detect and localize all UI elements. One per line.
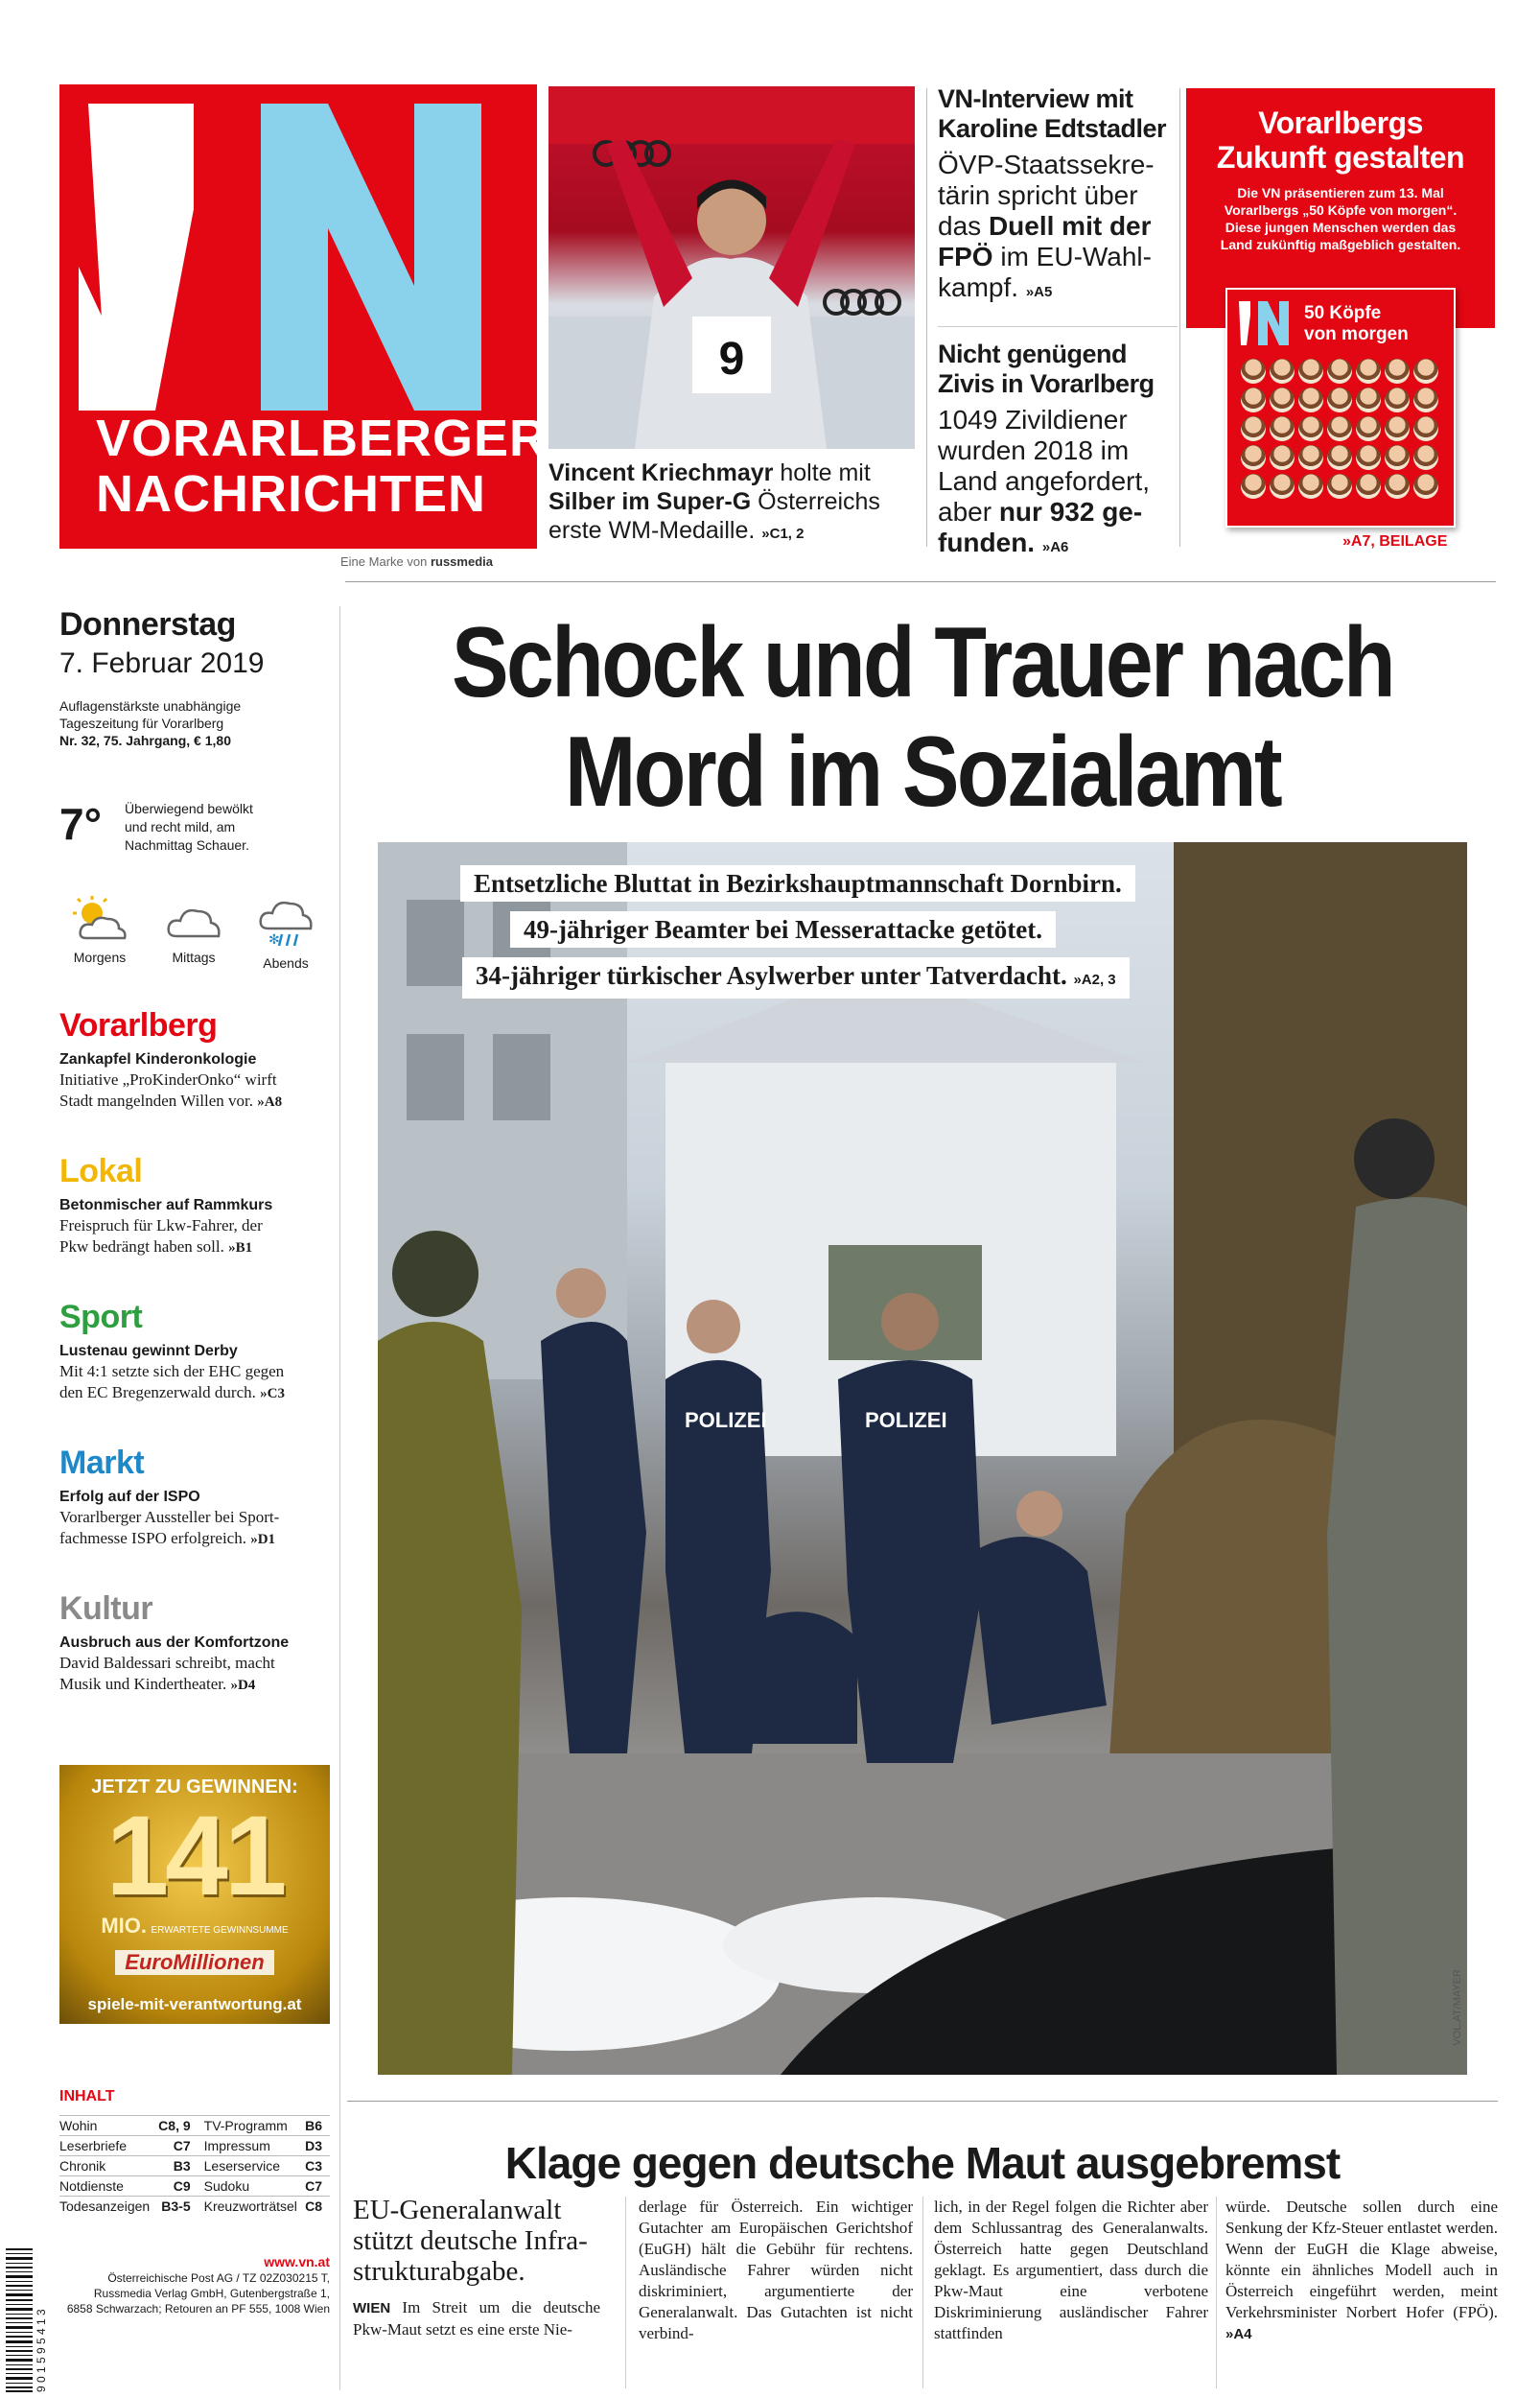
ski-caption	[548, 458, 915, 549]
weather-text-2: und recht mild, am	[125, 819, 236, 835]
zivis-text-4b: nur 932 ge-	[998, 497, 1143, 527]
ski-caption-1: holte mit	[780, 459, 871, 486]
zivis-text-4a: aber	[938, 497, 992, 527]
weather-text	[125, 800, 253, 855]
section-lokal[interactable]	[59, 1153, 330, 1258]
contents-page: C8, 9	[155, 2116, 198, 2136]
headline-line1: Schock und Trauer nach	[451, 607, 1394, 718]
ad-note: ERWARTETE GEWINNSUMME	[151, 1925, 289, 1936]
barcode-icon	[6, 2248, 33, 2392]
subhead-3: 34-jähriger türkischer Asylwerber unter Tatverdacht.	[476, 961, 1067, 990]
contents-page: C7	[155, 2136, 198, 2156]
table-row[interactable]	[59, 2136, 330, 2156]
booklet-cover[interactable]	[1225, 288, 1456, 528]
subhead-2: 49-jähriger Beamter bei Messerattacke getötet.	[510, 911, 1056, 948]
promo-ref-link[interactable]: »A7, BEILAGE	[1342, 533, 1448, 550]
contents-label: Chronik	[59, 2156, 155, 2176]
imprint-line1: Österreichische Post AG / TZ 02Z030215 T,	[107, 2271, 330, 2285]
rain-snow-icon	[255, 894, 316, 950]
contents-page: C3	[303, 2156, 330, 2176]
ad-unit-row	[59, 1914, 330, 1939]
zivis-text-3: Land angefordert,	[938, 466, 1151, 496]
interview-title-2: Karoline Edtstadler	[938, 114, 1167, 143]
promo-text	[1186, 184, 1495, 253]
contents-table	[59, 2115, 330, 2216]
masthead-name-line2: NACHRICHTEN	[96, 465, 486, 523]
maut-column-4-text: würde. Deutsche sollen durch eine Senkung der Kfz-Steuer entlastet werden. Wenn der EuGH die Klage abweise, könnte ein ähnliches Modell auch in Österreich eingeführt werden, meint Verkehrsminister Norbert Hofer (FPÖ).	[1225, 2198, 1498, 2321]
maut-lead: EU-Generalanwalt stützt deutsche Infra-strukturabgabe.	[353, 2195, 588, 2287]
zivis-text-5b: funden.	[938, 528, 1036, 557]
zivis-title-2: Zivis in Vorarlberg	[938, 369, 1155, 398]
zivis-text	[938, 405, 1187, 563]
maut-column-4	[1225, 2197, 1498, 2345]
vn-logo-icon	[79, 104, 529, 420]
brand-prefix: Eine Marke von	[340, 554, 428, 569]
masthead-name-line1: VORARLBERGER	[96, 410, 548, 467]
zivis-ref-link[interactable]: »A6	[1041, 539, 1069, 555]
interview-text-3b: Duell mit der	[988, 211, 1152, 241]
interview-text-4b: im EU-Wahl-	[1000, 242, 1152, 271]
section-text	[59, 1507, 330, 1550]
table-row[interactable]	[59, 2176, 330, 2197]
ski-caption-2-bold: Silber im Super-G	[548, 488, 752, 515]
headline-line2: Mord im Sozialamt	[564, 717, 1281, 828]
imprint-line2: Russmedia Verlag GmbH, Gutenbergstraße 1,	[93, 2287, 330, 2300]
maut-column-1-text: Im Streit um die deutsche Pkw-Maut setzt es eine erste Nie-	[353, 2298, 601, 2339]
zivis-title	[938, 340, 1187, 399]
contents-box	[59, 2088, 330, 2216]
interview-text-2: tärin spricht über	[938, 180, 1138, 210]
paper-info	[59, 697, 330, 749]
section-text	[59, 1070, 330, 1113]
subhead-3-row	[462, 957, 1130, 999]
contents-page: B3-5	[155, 2197, 198, 2217]
maut-column-2: derlage für Österreich. Ein wichtiger Gutachter am Europäischen Gerichtshof (EuGH) hält die Gebühr für rechtens. Ausländische Fahrer würden nicht diskriminiert, argumentierte der Generalanwalt. Das Gutachten ist nicht verbind-	[639, 2198, 913, 2342]
vn-logo[interactable]	[59, 84, 548, 549]
section-kultur[interactable]	[59, 1590, 330, 1696]
barcode	[6, 2248, 50, 2392]
ski-ref-link[interactable]: »C1, 2	[761, 526, 805, 542]
maut-column-3: lich, in der Regel folgen die Richter aber dem Schlussantrag des Generalanwalts. Österreich hatte gegen Deutschland geklagt. Es argumentiert, dass durch die Pkw-Maut eine verbotene Diskriminierung ausländischer Fahrer stattfinden	[934, 2198, 1208, 2342]
section-ref-link[interactable]: »D4	[230, 1678, 256, 1693]
ad-brand: EuroMillionen	[115, 1950, 273, 1975]
section-text-1: David Baldessari schreibt, macht	[59, 1654, 275, 1672]
svg-text:✻: ✻	[268, 932, 280, 948]
contents-label: TV-Programm	[204, 2116, 304, 2136]
section-ref-link[interactable]: »A8	[257, 1094, 283, 1110]
promo-text-1: Die VN präsentieren zum 13. Mal	[1237, 185, 1444, 200]
ski-caption-2: Österreichs	[758, 488, 880, 515]
maut-column-1	[353, 2297, 600, 2340]
contents-title: INHALT	[59, 2088, 115, 2104]
section-title: Kultur	[59, 1590, 153, 1627]
column-divider	[1179, 88, 1180, 547]
table-row[interactable]	[59, 2197, 330, 2217]
section-ref-link[interactable]: »C3	[260, 1386, 285, 1401]
vn-mini-logo-icon	[1237, 301, 1295, 349]
booklet-title-2: von morgen	[1304, 324, 1409, 344]
section-text	[59, 1361, 330, 1404]
interview-text	[938, 150, 1187, 308]
promo-text-2: Vorarlbergs „50 Köpfe von morgen“.	[1224, 202, 1458, 218]
paper-info-1: Auflagenstärkste unabhängige	[59, 698, 242, 714]
interview-teaser[interactable]	[938, 84, 1187, 308]
contents-label: Leserbriefe	[59, 2136, 155, 2156]
table-row[interactable]	[59, 2156, 330, 2176]
interview-title	[938, 84, 1187, 144]
promo-text-3: Diese jungen Menschen werden das	[1225, 220, 1457, 235]
ski-caption-bold: Vincent Kriechmayr	[548, 459, 774, 486]
contents-page: B6	[303, 2116, 330, 2136]
section-text-2: den EC Bregenzerwald durch.	[59, 1383, 256, 1401]
weather-text-3: Nachmittag Schauer.	[125, 837, 249, 853]
weather-text-1: Überwiegend bewölkt	[125, 801, 253, 816]
section-teaser: Lustenau gewinnt Derby	[59, 1343, 238, 1359]
contents-label: Todesanzeigen	[59, 2197, 155, 2217]
promo-title-1: Vorarlbergs	[1258, 106, 1423, 140]
column-divider	[1216, 2197, 1217, 2388]
masthead-rule	[345, 581, 1496, 582]
section-text-2: fachmesse ISPO erfolgreich.	[59, 1529, 246, 1547]
ad-site: spiele-mit-verantwortung.at	[87, 1995, 302, 2013]
booklet-title-1: 50 Köpfe	[1304, 303, 1382, 323]
issue-date: 7. Februar 2019	[59, 647, 265, 679]
story-rule	[347, 2101, 1498, 2102]
section-markt[interactable]	[59, 1445, 330, 1550]
zivis-text-2: wurden 2018 im	[938, 435, 1130, 465]
contents-page: C8	[303, 2197, 330, 2217]
date-block	[59, 606, 330, 749]
photo-credit: VOL.AT/MAYER	[1452, 1969, 1463, 2046]
maut-headline[interactable]: Klage gegen deutsche Maut ausgebremst	[504, 2138, 1341, 2188]
temperature: 7°	[59, 799, 102, 849]
promo-title-2: Zukunft gestalten	[1216, 140, 1465, 175]
main-headline[interactable]	[428, 608, 1417, 827]
sidebar-divider	[339, 606, 340, 2390]
promo-title	[1186, 106, 1495, 175]
interview-ref-link[interactable]: »A5	[1025, 284, 1053, 300]
contents-label: Kreuzworträtsel	[204, 2197, 304, 2217]
contents-label: Impressum	[204, 2136, 304, 2156]
section-text	[59, 1215, 330, 1258]
police-vest-text: POLIZEI	[685, 1408, 767, 1432]
publisher-brand	[340, 554, 493, 569]
masthead-name	[96, 411, 548, 522]
zivis-teaser[interactable]	[938, 340, 1187, 563]
svg-text:9: 9	[718, 334, 745, 385]
police-scene-illustration	[378, 842, 1467, 2075]
ad-line1: JETZT ZU GEWINNEN:	[91, 1776, 298, 1798]
interview-text-1: ÖVP-Staatssekre-	[938, 150, 1155, 179]
weather-box	[59, 798, 330, 971]
section-text-1: Mit 4:1 setzte sich der EHC gegen	[59, 1362, 285, 1380]
section-teaser: Erfolg auf der ISPO	[59, 1489, 200, 1505]
booklet-title	[1304, 303, 1409, 345]
ad-amount: 141	[105, 1793, 284, 1919]
section-text-2: Musik und Kindertheater.	[59, 1675, 227, 1693]
interview-text-4a: FPÖ	[938, 242, 993, 271]
imprint-line3: 6858 Schwarzach; Retouren an PF 555, 1008 Wien	[66, 2302, 330, 2316]
crime-scene-photo[interactable]	[378, 842, 1467, 2075]
contents-page: C9	[155, 2176, 198, 2197]
interview-text-5: kampf.	[938, 272, 1019, 302]
maut-ref-link[interactable]: »A4	[1225, 2326, 1252, 2342]
contents-page: C7	[303, 2176, 330, 2197]
section-teaser: Betonmischer auf Rammkurs	[59, 1197, 273, 1213]
dateline: WIEN	[353, 2300, 391, 2316]
section-ref-link[interactable]: »B1	[228, 1240, 253, 1256]
barcode-number: 9 0 1 5 9 5 4 1 3	[35, 2309, 48, 2392]
euromillionen-ad[interactable]	[59, 1765, 330, 2024]
subhead-1: Entsetzliche Bluttat in Bezirkshauptmannschaft Dornbirn.	[460, 865, 1135, 902]
column-divider	[625, 2197, 626, 2388]
sun-cloud-icon	[69, 894, 130, 944]
section-title: Vorarlberg	[59, 1007, 218, 1044]
imprint	[59, 2254, 330, 2316]
section-teaser: Zankapfel Kinderonkologie	[59, 1051, 257, 1068]
weather-noon	[155, 894, 232, 965]
section-text-2: Pkw bedrängt haben soll.	[59, 1237, 224, 1256]
section-vorarlberg[interactable]	[59, 1007, 330, 1113]
contents-label: Sudoku	[204, 2176, 304, 2197]
section-teaser: Ausbruch aus der Komfortzone	[59, 1634, 290, 1651]
column-divider	[922, 2197, 923, 2388]
column-divider	[926, 88, 927, 547]
contents-page: B3	[155, 2156, 198, 2176]
paper-info-3: Nr. 32, 75. Jahrgang, € 1,80	[59, 733, 231, 748]
weather-noon-label: Mittags	[172, 950, 216, 965]
ad-unit: MIO.	[101, 1914, 148, 1938]
section-text-2: Stadt mangelnden Willen vor.	[59, 1092, 254, 1110]
weather-morning	[61, 894, 138, 965]
weather-evening-label: Abends	[263, 955, 309, 971]
section-title: Markt	[59, 1445, 145, 1481]
section-text-1: Vorarlberger Aussteller bei Sport-	[59, 1508, 280, 1526]
subhead-ref-link[interactable]: »A2, 3	[1073, 972, 1116, 988]
section-title: Sport	[59, 1299, 143, 1335]
section-sport[interactable]	[59, 1299, 330, 1404]
police-vest-text: POLIZEI	[865, 1408, 947, 1432]
contents-page: D3	[303, 2136, 330, 2156]
website-link[interactable]: www.vn.at	[264, 2254, 330, 2269]
interview-text-3a: das	[938, 211, 982, 241]
weather-morning-label: Morgens	[73, 950, 127, 965]
zivis-text-1: 1049 Zivildiener	[938, 405, 1128, 435]
skier-illustration	[548, 86, 915, 449]
portrait-grid	[1241, 359, 1444, 499]
interview-title-1: VN-Interview mit	[938, 84, 1133, 113]
contents-label: Notdienste	[59, 2176, 155, 2197]
section-ref-link[interactable]: »D1	[250, 1532, 276, 1547]
contents-label: Wohin	[59, 2116, 155, 2136]
section-text	[59, 1653, 330, 1696]
contents-label: Leserservice	[204, 2156, 304, 2176]
teaser-divider	[938, 326, 1178, 327]
promo-text-4: Land zukünftig maßgeblich gestalten.	[1220, 237, 1461, 252]
weather-evening	[247, 894, 324, 971]
weekday: Donnerstag	[59, 606, 236, 643]
table-row[interactable]	[59, 2116, 330, 2136]
cloud-icon	[163, 894, 224, 944]
brand-name: russmedia	[430, 554, 493, 569]
ski-photo[interactable]	[548, 86, 915, 449]
section-text-1: Initiative „ProKinderOnko“ wirft	[59, 1070, 277, 1089]
zivis-title-1: Nicht genügend	[938, 340, 1127, 368]
paper-info-2: Tageszeitung für Vorarlberg	[59, 716, 224, 731]
ski-caption-3: erste WM-Medaille.	[548, 517, 756, 544]
section-text-1: Freispruch für Lkw-Fahrer, der	[59, 1216, 263, 1234]
section-title: Lokal	[59, 1153, 143, 1189]
